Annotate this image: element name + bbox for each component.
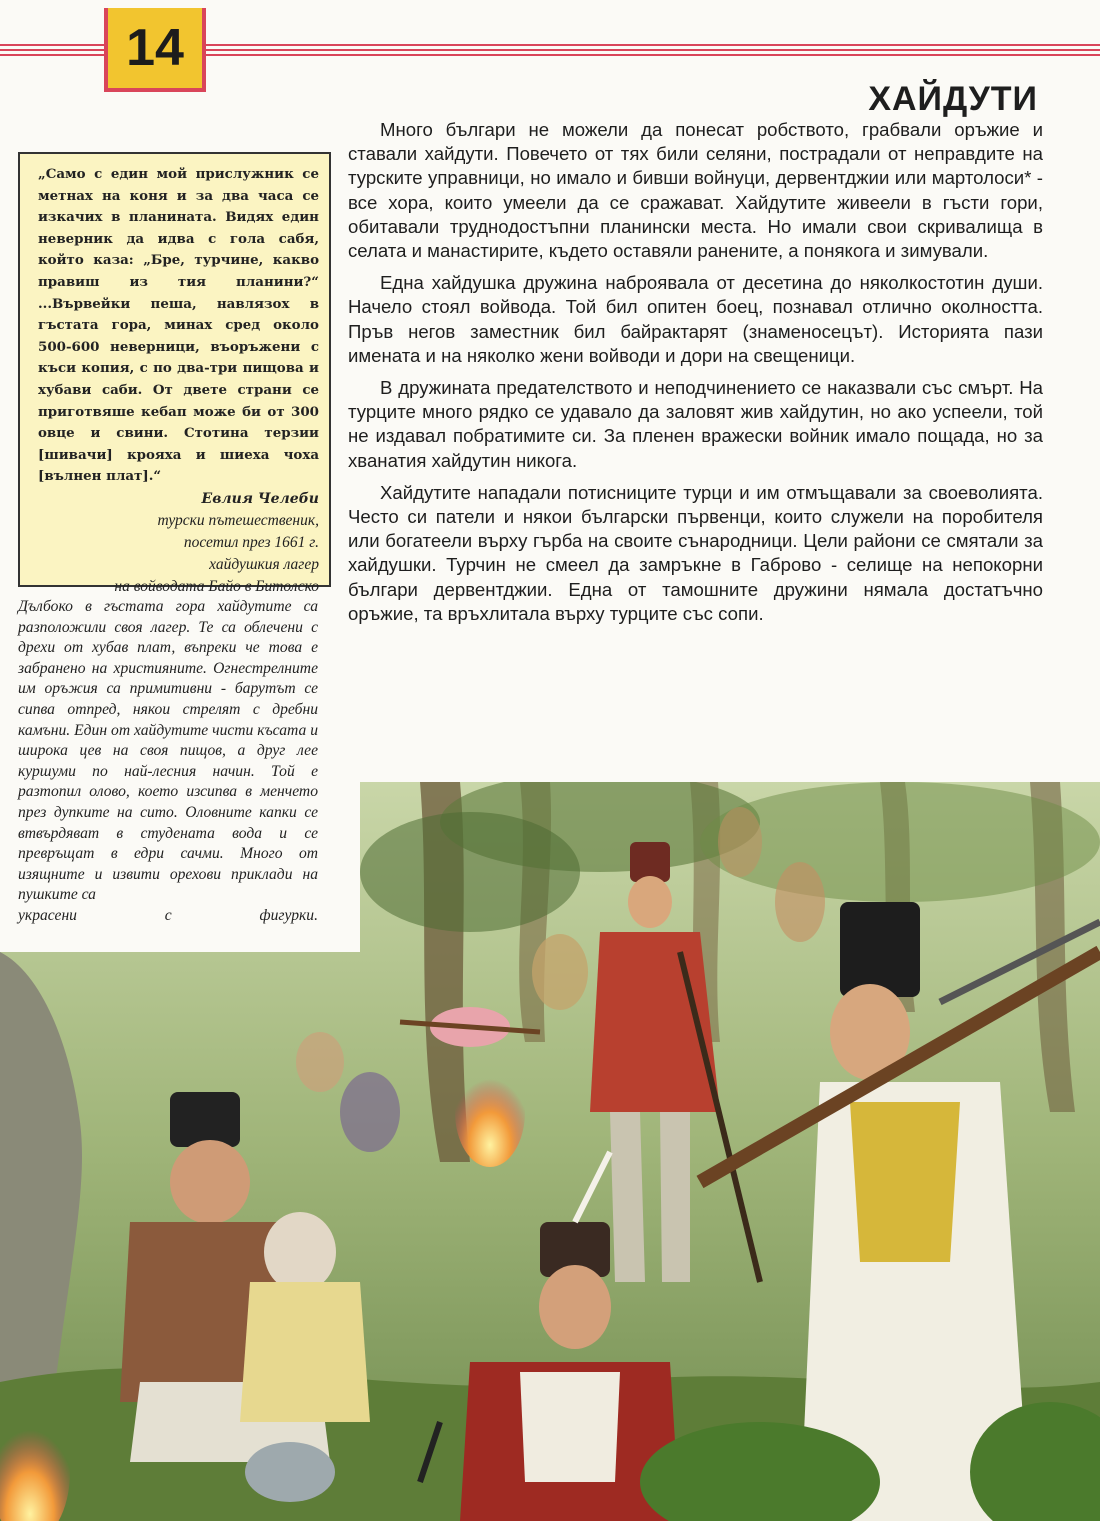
caption-text: Дълбоко в гъстата гора хайдутите са разположили своя лагер. Те са облечени с дрехи от хубав плат, въпреки че това е забранено на християните. Огнестрелните им оръжия са примитивни - барутът се сипва отпред, някои стрелят с дребни камъни. Един от хайдутите чисти късата и широка цев на своя пищов, а друг лее куршуми по най-лесния начин. Той е разтопил олово, което изсипва в менчето през дупките на сито. Оловните капки се втвърдяват в студената вода и се превръщат в едри сачми. Много от изящните и извити орехови приклади на пушките са: [18, 598, 318, 904]
quote-source-line: турски пътешественик,: [157, 511, 319, 529]
quote-source-line: посетил през 1661 г.: [183, 533, 319, 551]
page-title: ХАЙДУТИ: [868, 80, 1038, 118]
quote-source-line: хайдушкия лагер: [209, 555, 319, 573]
quote-author: Евлия Челеби: [201, 490, 319, 507]
article-paragraph: В дружината предателството и неподчинението се наказвали със смърт. На турците много рядко се удавало да заловят жив хайдутин, но ако успеели, той не издавал побратимите си. За пленен вражески войник имало пощада, но за хванатия хайдутин никога.: [348, 377, 1043, 471]
quote-box: [18, 152, 331, 595]
caption-last-line: украсени с фигурки.: [18, 906, 318, 924]
quote-text: „Само с един мой прислужник се метнах на коня и за два часа се изкачих в планината. Видях един неверник да идва с гола сабя, който каза: „Бре, турчине, какво правиш из тия планини?“ ...Вървейки пеша, навлязох в гъстата гора, минах сред около 500-600 неверници, въоръжени с къси копия, с по два-три пищова и хубави саби. От двете страни се приготвяше кебап може би от 300 овце и свини. Стотина терзии [шивачи] крояха и шиеха чоха [вълнен плат].“: [38, 166, 319, 485]
article-paragraph: Много българи не можели да понесат робството, грабвали оръжие и ставали хайдути. Повечето от тях били селяни, пострадали от неправдите на турските управници, но имало и бивши войнуци, дервентджии или мартолоси* - все хора, които умеели да се сражават. Хайдутите живеели в гъсти гори, обитавали труднодостъпни планински места. Но имали свои скривалища в селата и манастирите, където оставяли ранените, а понякога и зимували.: [348, 119, 1043, 262]
haiduk-camp-illustration: [0, 782, 1100, 1521]
article-body: [348, 118, 1043, 634]
article-paragraph: Хайдутите нападали потисниците турци и им отмъщавали за своеволията. Често си патели и някои български първенци, които служели на поробителя или богатеели върху гърба на своите сънародници. Цели райони се смятали за хайдушки. Турчин не смеел да замръкне в Габрово - селище на непокорни българи дервентджии. Една от тамошните дружини нямала достатъчно оръжие, та връхлитала върху турците със сопи.: [348, 481, 1043, 624]
quote-source-line: на войводата Байо в Битолско: [114, 577, 319, 595]
article-paragraph: Една хайдушка дружина наброявала от десетина до няколкостотин души. Начело стоял войвода. Той бил опитен боец, познавал отлично околността. Пръв негов заместник бил байрактарят (знаменосецът). Историята пази имената и на няколко жени войводи и дори на свещеници.: [348, 272, 1043, 366]
page-number-badge: 14: [104, 8, 206, 92]
